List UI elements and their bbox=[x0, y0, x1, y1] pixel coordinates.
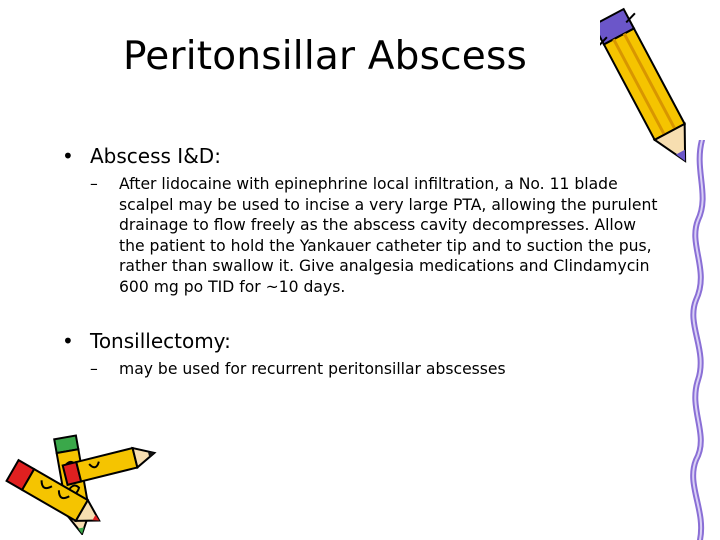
pencil-clipart-icon bbox=[60, 440, 160, 490]
dash-glyph: – bbox=[90, 175, 98, 193]
bullet-glyph: • bbox=[62, 329, 74, 353]
sub-bullet-item bbox=[90, 174, 660, 297]
spacer bbox=[62, 297, 660, 327]
bullet-item bbox=[62, 327, 660, 355]
sub-bullet-text: may be used for recurrent peritonsillar abscesses bbox=[119, 360, 506, 378]
dash-glyph: – bbox=[90, 360, 98, 378]
slide-title: Peritonsillar Abscess bbox=[122, 34, 528, 79]
slide-body bbox=[62, 142, 660, 380]
bullet-label: Tonsillectomy: bbox=[90, 329, 231, 353]
decorative-border bbox=[680, 140, 720, 540]
bullet-glyph: • bbox=[62, 144, 74, 168]
bullet-item bbox=[62, 142, 660, 170]
bullet-label: Abscess I&D: bbox=[90, 144, 221, 168]
sub-bullet-text: After lidocaine with epinephrine local infiltration, a No. 11 blade scalpel may be used to incise a very large PTA, allowing the purulent drainage to flow freely as the abscess cavity decompresses. Allow the patient to hold the Yankauer catheter tip and to suction the pus, rather than swallow it. Give analgesia medications and Clindamycin 600 mg po TID for ~10 days. bbox=[119, 175, 658, 296]
sub-bullet-item bbox=[90, 359, 660, 380]
